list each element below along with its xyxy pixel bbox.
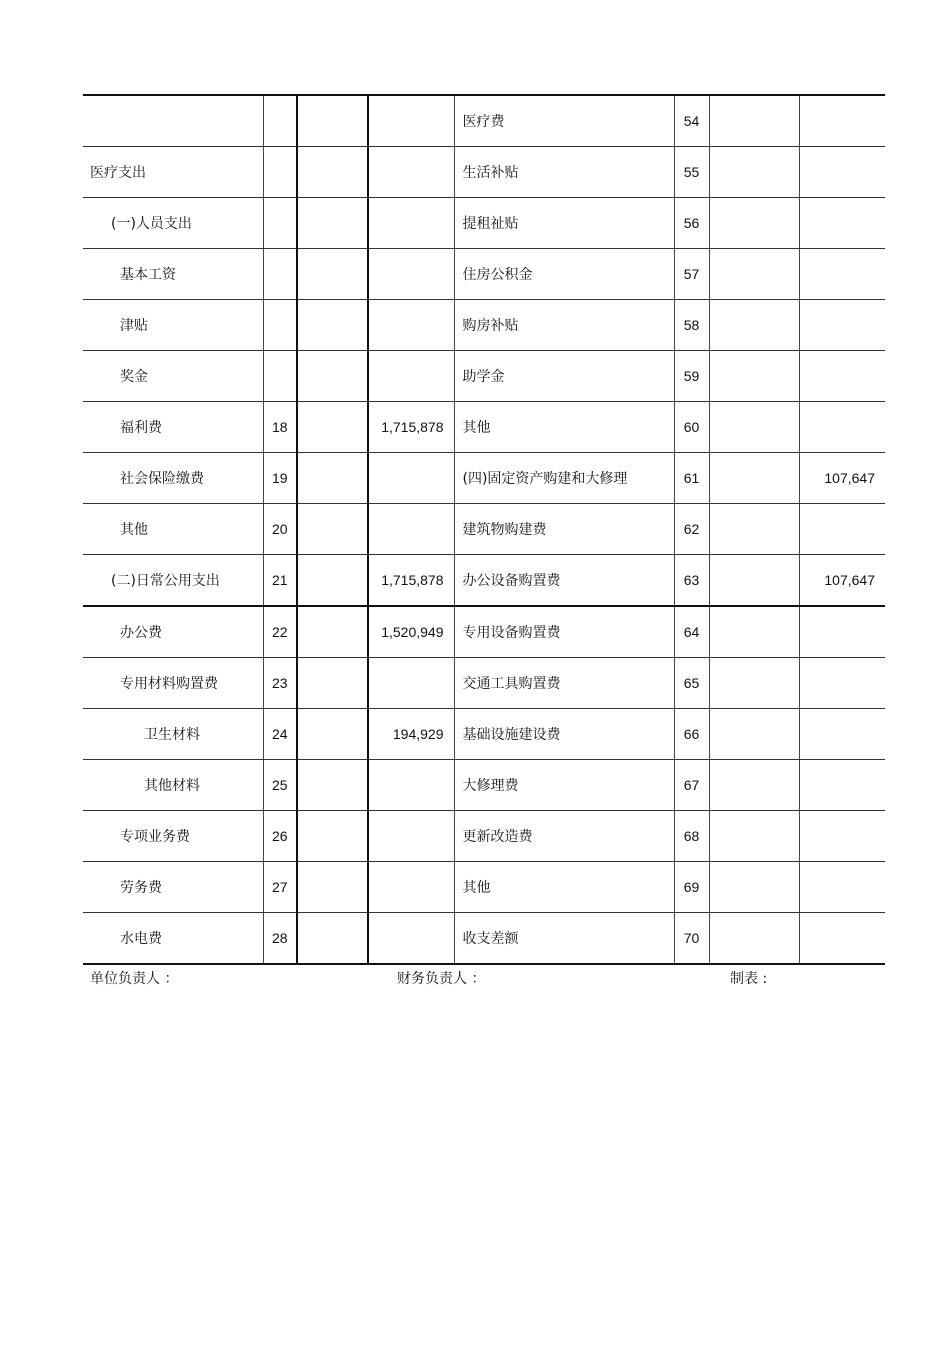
right-amount-b: [799, 709, 885, 760]
right-amount-b: [799, 95, 885, 147]
right-item-label: 住房公积金: [454, 249, 674, 300]
right-line-number: 68: [674, 811, 709, 862]
left-line-number: [263, 198, 297, 249]
left-item-label: 医疗支出: [83, 147, 263, 198]
preparer-label: 制表 :: [730, 971, 768, 987]
left-item-label: 劳务费: [83, 862, 263, 913]
left-line-number: [263, 300, 297, 351]
right-amount-b: [799, 300, 885, 351]
left-line-number: 18: [263, 402, 297, 453]
left-amount-a: [297, 658, 368, 709]
right-amount-a: [709, 504, 799, 555]
left-amount-b: [368, 658, 454, 709]
left-line-number: 28: [263, 913, 297, 965]
right-item-label: 助学金: [454, 351, 674, 402]
right-amount-a: [709, 555, 799, 607]
right-amount-a: [709, 351, 799, 402]
right-amount-a: [709, 300, 799, 351]
right-amount-b: [799, 811, 885, 862]
left-amount-b: [368, 453, 454, 504]
right-line-number: 66: [674, 709, 709, 760]
right-amount-b: [799, 862, 885, 913]
left-amount-a: [297, 760, 368, 811]
table-row: [83, 249, 885, 300]
left-item-label: 水电费: [83, 913, 263, 965]
left-amount-b: 1,715,878: [368, 402, 454, 453]
left-line-number: [263, 147, 297, 198]
right-amount-b: [799, 402, 885, 453]
left-amount-a: [297, 453, 368, 504]
left-amount-a: [297, 95, 368, 147]
left-amount-b: [368, 249, 454, 300]
left-item-label: 基本工资: [83, 249, 263, 300]
left-amount-a: [297, 913, 368, 965]
left-line-number: 22: [263, 606, 297, 658]
left-line-number: 20: [263, 504, 297, 555]
left-amount-a: [297, 198, 368, 249]
left-amount-a: [297, 351, 368, 402]
left-amount-b: [368, 913, 454, 965]
table-row: [83, 709, 885, 760]
right-amount-b: [799, 760, 885, 811]
right-line-number: 56: [674, 198, 709, 249]
table-row: [83, 300, 885, 351]
table-row: [83, 95, 885, 147]
right-item-label: 医疗费: [454, 95, 674, 147]
left-amount-b: [368, 351, 454, 402]
table-row: [83, 198, 885, 249]
right-item-label: 专用设备购置费: [454, 606, 674, 658]
left-item-label: (一)人员支出: [83, 198, 263, 249]
left-item-label: 奖金: [83, 351, 263, 402]
table-row: [83, 402, 885, 453]
table-row: [83, 147, 885, 198]
right-item-label: 更新改造费: [454, 811, 674, 862]
finance-head-label: 财务负责人 ：: [397, 971, 486, 987]
right-amount-a: [709, 95, 799, 147]
right-amount-b: [799, 913, 885, 965]
right-amount-a: [709, 811, 799, 862]
left-line-number: 27: [263, 862, 297, 913]
left-line-number: 25: [263, 760, 297, 811]
right-amount-b: [799, 198, 885, 249]
right-amount-b: [799, 351, 885, 402]
right-line-number: 61: [674, 453, 709, 504]
left-amount-b: [368, 760, 454, 811]
right-line-number: 69: [674, 862, 709, 913]
left-line-number: [263, 249, 297, 300]
right-amount-a: [709, 147, 799, 198]
table-row: [83, 760, 885, 811]
left-amount-a: [297, 402, 368, 453]
right-item-label: 基础设施建设费: [454, 709, 674, 760]
right-line-number: 55: [674, 147, 709, 198]
table-row: [83, 606, 885, 658]
left-item-label: (二)日常公用支出: [83, 555, 263, 607]
left-line-number: [263, 95, 297, 147]
left-item-label: 办公费: [83, 606, 263, 658]
table-row: [83, 351, 885, 402]
left-item-label: 卫生材料: [83, 709, 263, 760]
left-amount-a: [297, 862, 368, 913]
left-line-number: 23: [263, 658, 297, 709]
left-item-label: 专用材料购置费: [83, 658, 263, 709]
right-line-number: 54: [674, 95, 709, 147]
right-item-label: 购房补贴: [454, 300, 674, 351]
right-item-label: 办公设备购置费: [454, 555, 674, 607]
left-item-label: [83, 95, 263, 147]
table-row: [83, 453, 885, 504]
left-amount-b: 1,520,949: [368, 606, 454, 658]
right-line-number: 63: [674, 555, 709, 607]
left-line-number: 26: [263, 811, 297, 862]
right-amount-b: [799, 658, 885, 709]
table-row: [83, 658, 885, 709]
left-item-label: 津贴: [83, 300, 263, 351]
right-item-label: 大修理费: [454, 760, 674, 811]
left-amount-b: [368, 811, 454, 862]
right-item-label: 交通工具购置费: [454, 658, 674, 709]
left-amount-a: [297, 300, 368, 351]
left-item-label: 其他材料: [83, 760, 263, 811]
left-amount-a: [297, 606, 368, 658]
left-amount-b: [368, 300, 454, 351]
table-row: [83, 913, 885, 965]
right-line-number: 57: [674, 249, 709, 300]
right-amount-b: [799, 249, 885, 300]
right-amount-b: [799, 147, 885, 198]
right-line-number: 58: [674, 300, 709, 351]
right-item-label: 建筑物购建费: [454, 504, 674, 555]
left-amount-b: [368, 147, 454, 198]
signature-footer: [83, 968, 885, 988]
table-row: [83, 811, 885, 862]
right-amount-a: [709, 658, 799, 709]
left-line-number: 21: [263, 555, 297, 607]
right-line-number: 65: [674, 658, 709, 709]
right-item-label: 其他: [454, 402, 674, 453]
right-line-number: 60: [674, 402, 709, 453]
right-amount-a: [709, 453, 799, 504]
expense-table: [83, 94, 885, 965]
left-line-number: 24: [263, 709, 297, 760]
left-amount-b: [368, 95, 454, 147]
left-amount-b: 194,929: [368, 709, 454, 760]
right-item-label: 其他: [454, 862, 674, 913]
right-line-number: 70: [674, 913, 709, 965]
right-line-number: 59: [674, 351, 709, 402]
right-line-number: 64: [674, 606, 709, 658]
left-line-number: 19: [263, 453, 297, 504]
left-item-label: 其他: [83, 504, 263, 555]
right-amount-a: [709, 606, 799, 658]
right-line-number: 62: [674, 504, 709, 555]
left-amount-a: [297, 555, 368, 607]
left-line-number: [263, 351, 297, 402]
left-amount-a: [297, 504, 368, 555]
left-amount-b: 1,715,878: [368, 555, 454, 607]
table-row: [83, 555, 885, 607]
left-amount-a: [297, 147, 368, 198]
right-item-label: 生活补贴: [454, 147, 674, 198]
table-row: [83, 504, 885, 555]
left-amount-a: [297, 249, 368, 300]
left-item-label: 专项业务费: [83, 811, 263, 862]
right-item-label: 提租祉贴: [454, 198, 674, 249]
right-amount-a: [709, 249, 799, 300]
right-amount-b: 107,647: [799, 453, 885, 504]
left-amount-a: [297, 811, 368, 862]
right-amount-b: 107,647: [799, 555, 885, 607]
right-item-label: (四)固定资产购建和大修理: [454, 453, 674, 504]
unit-head-label: 单位负责人 ：: [90, 971, 179, 987]
right-amount-a: [709, 862, 799, 913]
left-amount-a: [297, 709, 368, 760]
right-amount-b: [799, 606, 885, 658]
table-row: [83, 862, 885, 913]
right-amount-a: [709, 198, 799, 249]
right-line-number: 67: [674, 760, 709, 811]
right-amount-a: [709, 709, 799, 760]
right-amount-b: [799, 504, 885, 555]
left-amount-b: [368, 198, 454, 249]
left-amount-b: [368, 862, 454, 913]
left-amount-b: [368, 504, 454, 555]
right-item-label: 收支差额: [454, 913, 674, 965]
right-amount-a: [709, 913, 799, 965]
right-amount-a: [709, 760, 799, 811]
left-item-label: 福利费: [83, 402, 263, 453]
left-item-label: 社会保险缴费: [83, 453, 263, 504]
right-amount-a: [709, 402, 799, 453]
